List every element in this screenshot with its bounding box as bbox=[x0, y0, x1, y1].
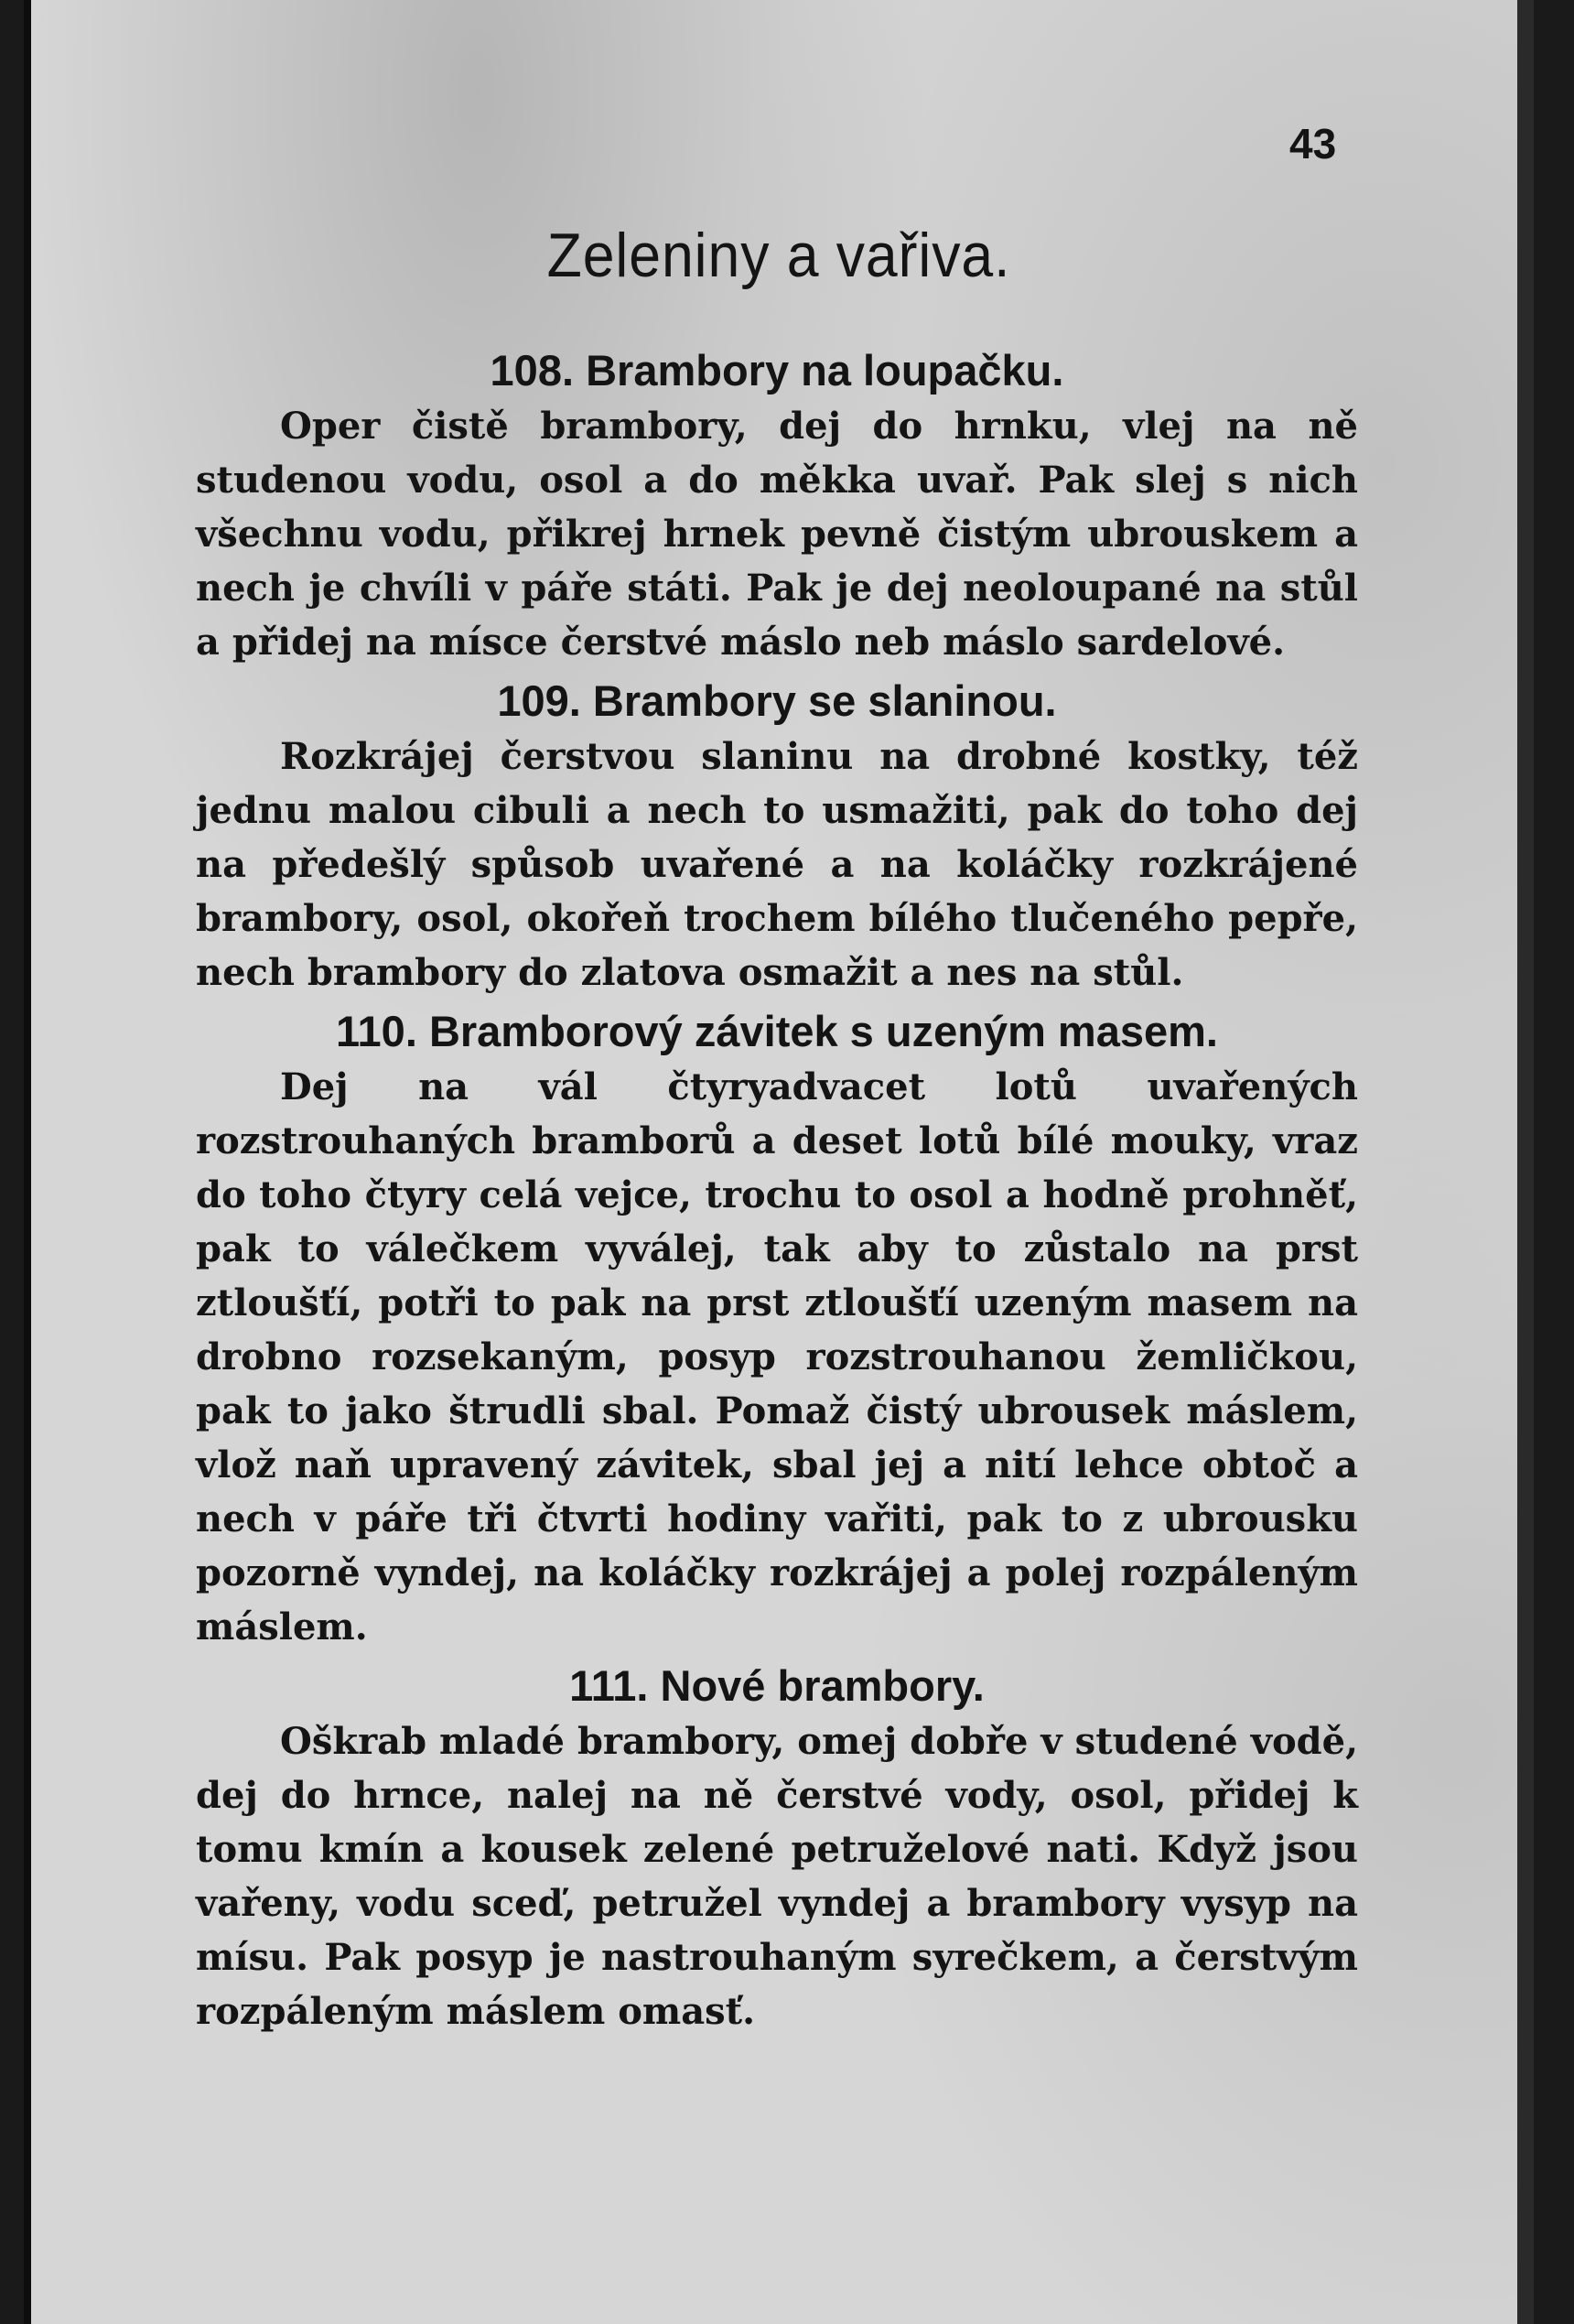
recipe-heading: 111. Nové brambory. bbox=[569, 1661, 985, 1710]
recipe-content bbox=[196, 340, 1358, 2044]
book-page bbox=[24, 0, 1534, 2324]
page-number: 43 bbox=[1289, 120, 1337, 168]
recipe-heading: 108. Brambory na loupačku. bbox=[490, 346, 1064, 395]
page-left-edge bbox=[24, 0, 31, 2324]
recipe-text: Dej na vál čtyryadvacet lotů uvařených rozstrouhaných bramborů a deset lotů bílé mouky, vraz do toho čtyry celá vejce, trochu to osol a hodně prohněť, pak to válečkem vyválej, tak aby to zůstalo na prst ztloušťí, potři to pak na prst ztloušťí uzeným masem na drobno rozsekaným, posyp rozstrouhanou žemličkou, pak to jako štrudli sbal. Pomaž čistý ubrousek máslem, vlož naň upravený závitek, sbal jej a nití lehce obtoč a nech v páře tři čtvrti hodiny vařiti, pak to z ubrousku pozorně vyndej, na koláčky rozkrájej a polej rozpáleným máslem. bbox=[196, 1065, 1358, 1648]
page-right-edge bbox=[1517, 0, 1534, 2324]
recipe-text: Rozkrájej čerstvou slaninu na drobné kostky, též jednu malou cibuli a nech to usmažiti, pak do toho dej na předešlý spůsob uvařené a na koláčky rozkrájené brambory, osol, okořeň trochem bílého tlučeného pepře, nech brambory do zlatova osmažit a nes na stůl. bbox=[196, 735, 1358, 994]
chapter-title: Zeleniny a vařiva. bbox=[546, 221, 1011, 290]
recipe-heading: 110. Bramborový závitek s uzeným masem. bbox=[336, 1007, 1218, 1055]
recipe-text: Oper čistě brambory, dej do hrnku, vlej na ně studenou vodu, osol a do měkka uvař. Pak slej s nich všechnu vodu, přikrej hrnek pevně čistým ubrouskem a nech je chvíli v páře státi. Pak je dej neoloupané na stůl a přidej na mísce čerstvé máslo neb máslo sardelové. bbox=[196, 405, 1358, 664]
recipe-text: Oškrab mladé brambory, omej dobře v studené vodě, dej do hrnce, nalej na ně čerstvé vody, osol, přidej k tomu kmín a kousek zelené petruželové nati. Když jsou vařeny, vodu sceď, petružel vyndej a brambory vysyp na mísu. Pak posyp je nastrouhaným syrečkem, a čerstvým rozpáleným máslem omasť. bbox=[196, 1720, 1358, 2033]
recipe-heading: 109. Brambory se slaninou. bbox=[497, 676, 1057, 725]
